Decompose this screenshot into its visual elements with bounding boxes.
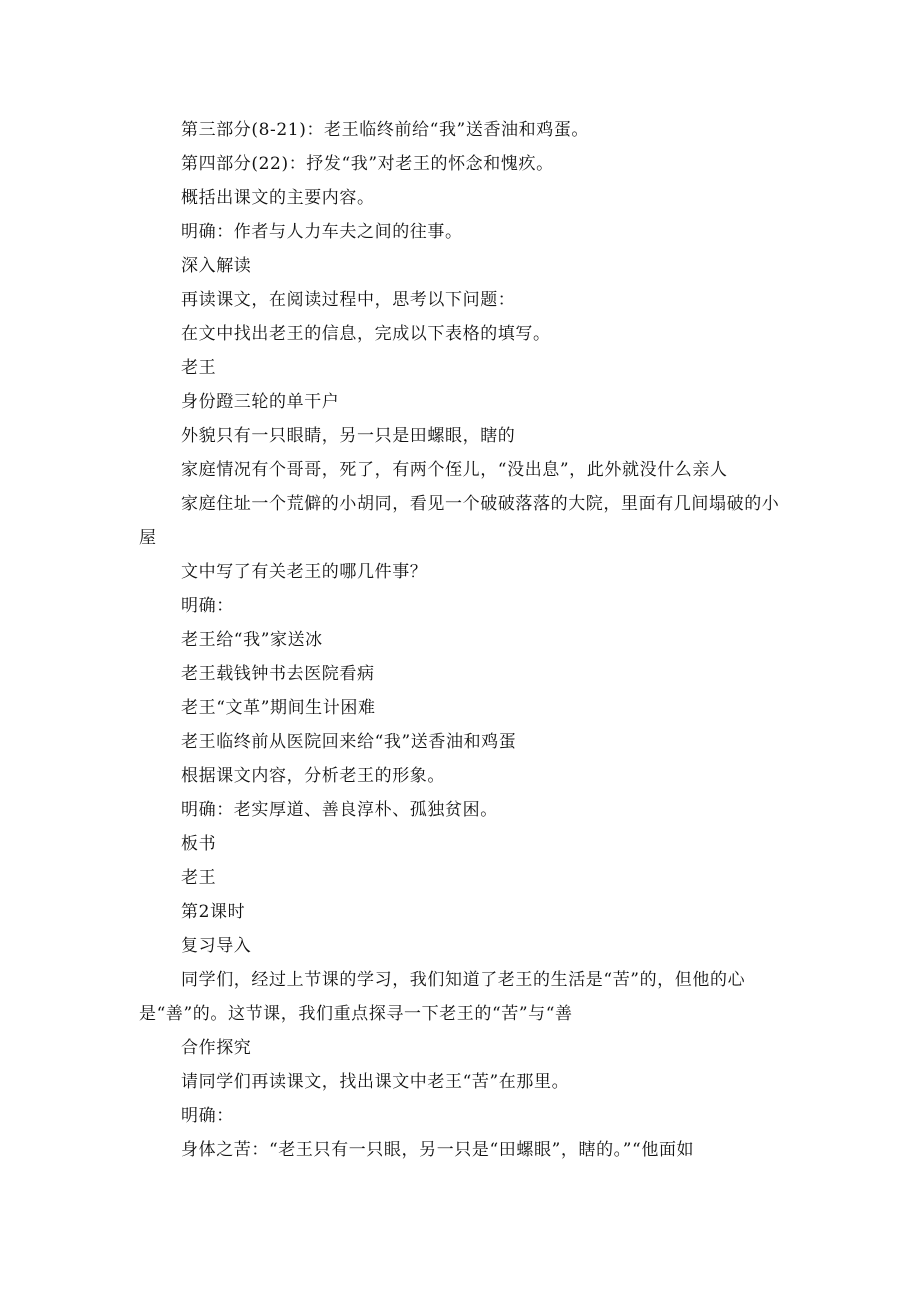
table-title: 老王 (181, 358, 217, 378)
paragraph: 明确：老实厚道、善良淳朴、孤独贫困。 (181, 800, 498, 820)
paragraph: 明确：作者与人力车夫之间的往事。 (181, 222, 463, 242)
paragraph: 概括出课文的主要内容。 (181, 188, 375, 208)
table-row-appearance: 外貌只有一只眼睛，另一只是田螺眼，瞎的 (181, 426, 516, 446)
paragraph: 请同学们再读课文，找出课文中老王“苦”在那里。 (181, 1072, 570, 1092)
section-heading: 板书 (181, 834, 217, 854)
list-item: 老王临终前从医院回来给“我”送香油和鸡蛋 (181, 732, 517, 752)
table-row-family: 家庭情况有个哥哥，死了，有两个侄儿，“没出息”，此外就没什么亲人 (181, 460, 728, 480)
paragraph: 根据课文内容，分析老王的形象。 (181, 766, 445, 786)
list-item: 老王给“我”家送冰 (181, 630, 323, 650)
section-heading: 第2课时 (181, 902, 246, 922)
paragraph: 第三部分(8-21)：老王临终前给“我”送香油和鸡蛋。 (181, 120, 590, 140)
table-row-identity: 身份蹬三轮的单干户 (181, 392, 340, 412)
section-heading: 深入解读 (181, 256, 252, 276)
list-item: 老王“文革”期间生计困难 (181, 698, 376, 718)
section-heading: 合作探究 (181, 1038, 252, 1058)
paragraph: 在文中找出老王的信息，完成以下表格的填写。 (181, 324, 551, 344)
paragraph: 老王 (181, 868, 217, 888)
table-row-address: 家庭住址一个荒僻的小胡同，看见一个破破落落的大院，里面有几间塌破的小屋 (139, 494, 780, 548)
paragraph: 再读课文，在阅读过程中，思考以下问题： (181, 290, 516, 310)
paragraph: 明确： (181, 596, 234, 616)
paragraph: 同学们，经过上节课的学习，我们知道了老王的生活是“苦”的，但他的心是“善”的。这节课，我们重点探寻一下老王的“苦”与“善 (139, 970, 746, 1024)
section-heading: 复习导入 (181, 936, 252, 956)
list-item: 老王载钱钟书去医院看病 (181, 664, 375, 684)
paragraph: 文中写了有关老王的哪几件事？ (181, 562, 428, 582)
paragraph: 第四部分(22)：抒发“我”对老王的怀念和愧疚。 (181, 154, 554, 174)
document-body (139, 113, 784, 1167)
paragraph: 明确： (181, 1106, 234, 1126)
paragraph: 身体之苦：“老王只有一只眼，另一只是“田螺眼”，瞎的。”“他面如 (181, 1140, 695, 1160)
